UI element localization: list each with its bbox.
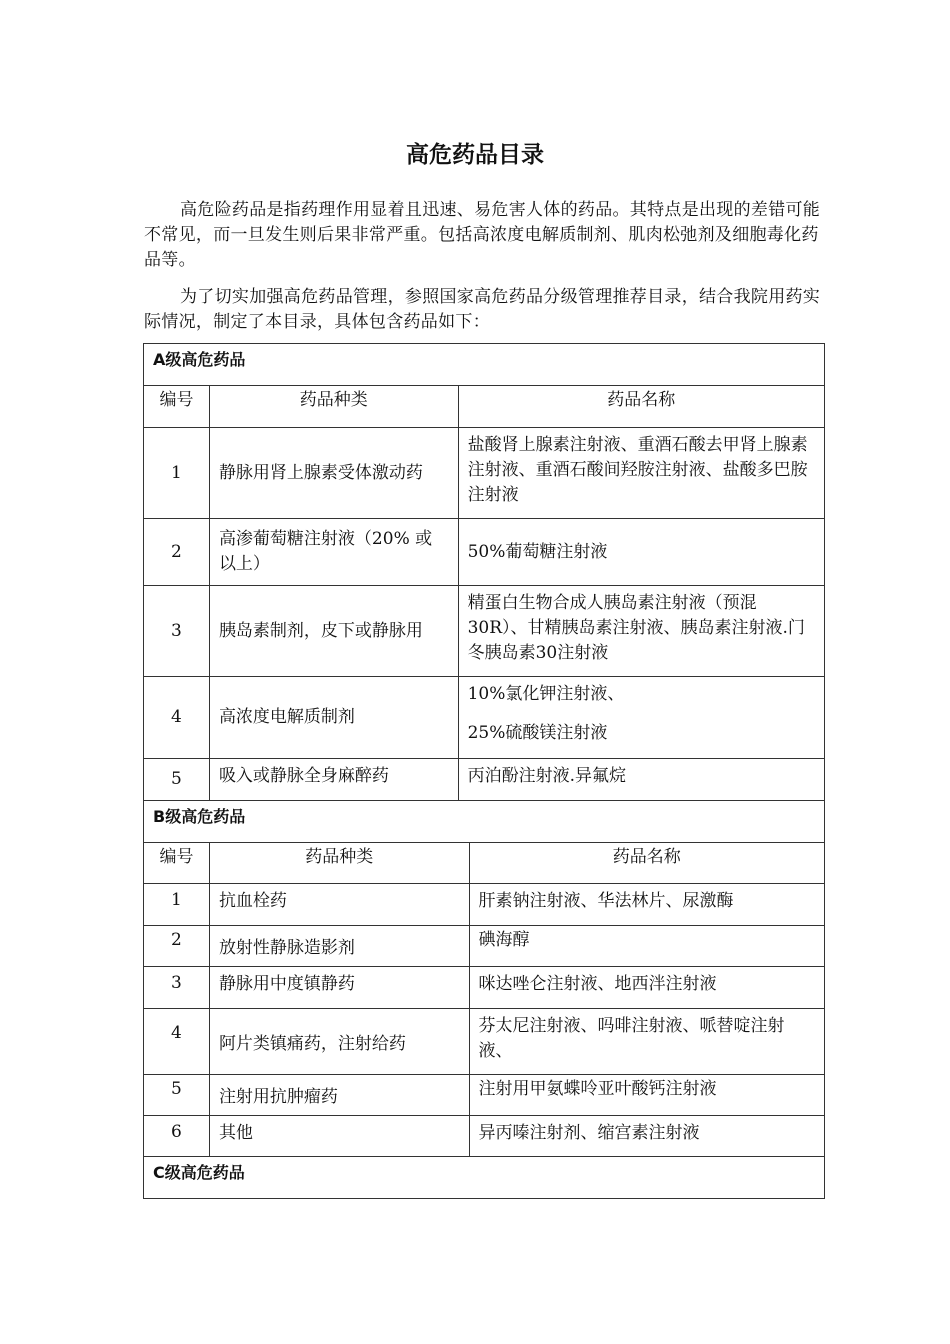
drug-category: 胰岛素制剂，皮下或静脉用 — [209, 586, 458, 677]
header-no: 编号 — [144, 843, 210, 884]
table-row — [144, 967, 825, 1009]
header-category: 药品种类 — [209, 386, 458, 428]
page-title: 高危药品目录 — [406, 142, 544, 168]
drug-category: 放射性静脉造影剂 — [209, 926, 469, 967]
drug-names: 精蛋白生物合成人胰岛素注射液（预混30R）、甘精胰岛素注射液、胰岛素注射液.门冬胰岛素30注射液 — [458, 586, 824, 677]
drug-names: 注射用甲氨蝶呤亚叶酸钙注射液 — [469, 1075, 824, 1116]
intro-paragraph-1: 高危险药品是指药理作用显着且迅速、易危害人体的药品。其特点是出现的差错可能不常见，而一旦发生则后果非常严重。包括高浓度电解质制剂、肌肉松弛剂及细胞毒化药品等。 — [144, 200, 821, 270]
drug-names: 芬太尼注射液、吗啡注射液、哌替啶注射液、 — [469, 1009, 824, 1075]
header-names: 药品名称 — [458, 386, 824, 428]
row-number: 5 — [144, 1075, 210, 1116]
drug-category: 其他 — [209, 1116, 469, 1157]
table-row — [144, 677, 825, 759]
drug-names: 50%葡萄糖注射液 — [458, 519, 824, 586]
table-row — [144, 1009, 825, 1075]
row-number: 1 — [144, 428, 210, 519]
drug-category: 静脉用中度镇静药 — [209, 967, 469, 1009]
grade-a-table — [143, 343, 825, 801]
drug-category: 静脉用肾上腺素受体激动药 — [209, 428, 458, 519]
header-category: 药品种类 — [209, 843, 469, 884]
row-number: 5 — [144, 759, 210, 801]
table-row — [144, 1075, 825, 1116]
header-names: 药品名称 — [469, 843, 824, 884]
row-number: 2 — [144, 926, 210, 967]
table-row — [144, 759, 825, 801]
drug-names: 丙泊酚注射液.异氟烷 — [458, 759, 824, 801]
drug-names: 盐酸肾上腺素注射液、重酒石酸去甲肾上腺素注射液、重酒石酸间羟胺注射液、盐酸多巴胺注射液 — [458, 428, 824, 519]
row-number: 6 — [144, 1116, 210, 1157]
drug-category: 高渗葡萄糖注射液（20% 或以上） — [209, 519, 458, 586]
drug-category: 吸入或静脉全身麻醉药 — [209, 759, 458, 801]
grade-c-heading: C级高危药品 — [144, 1157, 825, 1199]
table-row — [144, 1116, 825, 1157]
drug-names: 咪达唑仑注射液、地西泮注射液 — [469, 967, 824, 1009]
row-number: 2 — [144, 519, 210, 586]
drug-category: 高浓度电解质制剂 — [209, 677, 458, 759]
drug-category: 阿片类镇痛药，注射给药 — [209, 1009, 469, 1075]
drug-category: 抗血栓药 — [209, 884, 469, 926]
header-no: 编号 — [144, 386, 210, 428]
drug-names: 10%氯化钾注射液、 — [467, 684, 625, 704]
row-number: 4 — [144, 677, 210, 759]
drug-names: 25%硫酸镁注射液 — [467, 723, 608, 743]
drug-names: 异丙嗪注射剂、缩宫素注射液 — [469, 1116, 824, 1157]
drug-names: 肝素钠注射液、华法林片、尿激酶 — [469, 884, 824, 926]
drug-category: 注射用抗肿瘤药 — [209, 1075, 469, 1116]
intro-paragraph-2: 为了切实加强高危药品管理，参照国家高危药品分级管理推荐目录，结合我院用药实际情况，制定了本目录，具体包含药品如下： — [144, 287, 821, 332]
table-row — [144, 519, 825, 586]
table-row — [144, 428, 825, 519]
table-row — [144, 586, 825, 677]
drug-names: 碘海醇 — [469, 926, 824, 967]
row-number: 3 — [144, 586, 210, 677]
row-number: 1 — [144, 884, 210, 926]
row-number: 4 — [144, 1009, 210, 1075]
drug-names-cell — [458, 677, 824, 759]
table-row — [144, 926, 825, 967]
grade-b-table — [143, 800, 825, 1199]
grade-a-heading: A级高危药品 — [144, 344, 825, 386]
table-row — [144, 884, 825, 926]
grade-b-heading: B级高危药品 — [144, 801, 825, 843]
row-number: 3 — [144, 967, 210, 1009]
